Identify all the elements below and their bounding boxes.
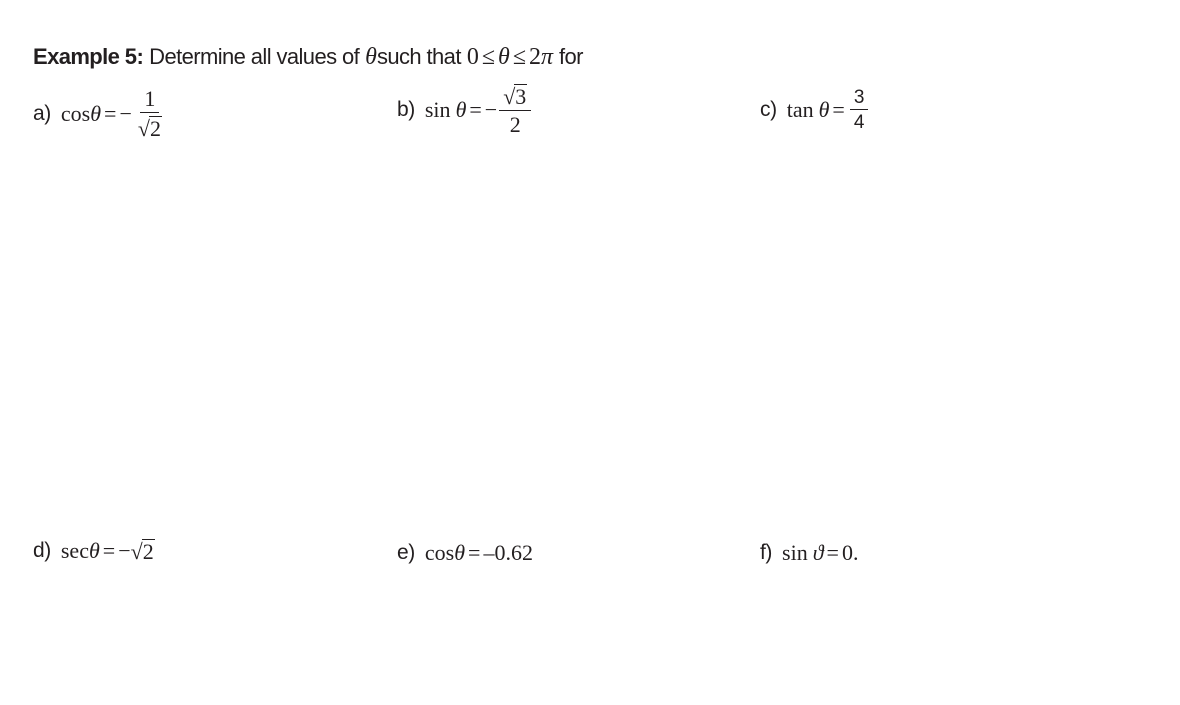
problem-e-label: e) — [397, 541, 415, 564]
problem-c-equals: = — [832, 97, 845, 122]
problem-d-minus: − — [118, 538, 131, 563]
problem-a-func: cos — [60, 101, 91, 127]
problem-c-equation — [787, 88, 871, 132]
problem-b-radical: √ — [503, 84, 516, 110]
problem-b-func: sin — [424, 97, 451, 123]
problem-a-radical: √ — [137, 116, 150, 142]
problem-f — [760, 540, 858, 566]
problem-a-equals: = — [104, 101, 117, 127]
problem-e-equals: = — [468, 540, 481, 565]
heading-text-such-that: such that — [376, 44, 461, 69]
example-label: Example 5: — [33, 44, 144, 69]
problem-a-denominator — [134, 113, 166, 140]
problem-b-fraction — [499, 84, 531, 136]
problem-a-fraction — [134, 88, 166, 140]
problem-a-numerator: 1 — [140, 88, 159, 113]
problem-d-radical: √ — [130, 539, 143, 565]
problem-a-equation — [61, 88, 168, 140]
heading-two: 2 — [528, 44, 541, 70]
heading-text-before: Determine all values of — [149, 44, 360, 69]
problem-a-var: θ — [90, 101, 102, 127]
heading-theta-2: θ — [498, 44, 510, 70]
problem-b-minus: − — [484, 97, 498, 123]
problem-f-label: f) — [760, 541, 773, 564]
problem-f-equals: = — [826, 540, 839, 565]
problem-e-func: cos — [424, 540, 455, 565]
problem-d-var: θ — [88, 538, 100, 563]
problem-b — [397, 84, 533, 136]
problem-c-var: θ — [818, 97, 830, 122]
problem-c-fraction — [850, 88, 869, 132]
problem-a-minus: − — [119, 101, 132, 127]
heading-pi: π — [540, 44, 554, 70]
problem-d-func: sec — [60, 538, 89, 563]
heading-leq-1: ≤ — [481, 44, 496, 70]
problem-b-radicand: 3 — [515, 84, 527, 109]
heading-zero: 0 — [466, 44, 479, 70]
problem-a-radicand: 2 — [149, 116, 161, 141]
problem-c-func: tan — [786, 97, 814, 122]
problem-b-equation — [425, 84, 533, 136]
problem-c-label: c) — [760, 98, 777, 121]
problem-e-var: θ — [454, 540, 466, 565]
problem-e-equation — [425, 540, 533, 566]
problem-d-root — [131, 539, 155, 563]
problem-c-numerator: 3 — [850, 88, 869, 110]
heading-theta: θ — [365, 44, 377, 70]
problem-d-radicand: 2 — [142, 538, 154, 564]
problem-f-var: ϑ — [812, 540, 824, 565]
problem-e — [397, 540, 533, 566]
problem-d-equals: = — [102, 538, 116, 563]
heading-leq-2: ≤ — [512, 44, 526, 70]
problem-b-numerator — [499, 84, 531, 111]
problem-c — [760, 88, 870, 132]
problem-f-func: sin — [782, 540, 808, 565]
problem-a — [33, 88, 168, 140]
problem-d — [33, 538, 155, 564]
example-heading — [33, 44, 583, 71]
problem-e-value: –0.62 — [483, 540, 533, 565]
problem-c-denominator: 4 — [853, 112, 865, 133]
problem-b-var: θ — [455, 97, 467, 123]
problem-a-label: a) — [33, 102, 51, 126]
problem-d-equation — [61, 538, 155, 564]
problem-f-equation — [782, 540, 858, 566]
problem-d-label: d) — [33, 539, 51, 562]
problem-b-equals: = — [469, 97, 482, 123]
problem-b-denominator: 2 — [509, 112, 521, 138]
heading-text-for: for — [559, 44, 583, 69]
problem-f-value: 0 — [841, 540, 853, 565]
problem-f-period: . — [852, 540, 859, 565]
problem-b-label: b) — [397, 98, 415, 122]
